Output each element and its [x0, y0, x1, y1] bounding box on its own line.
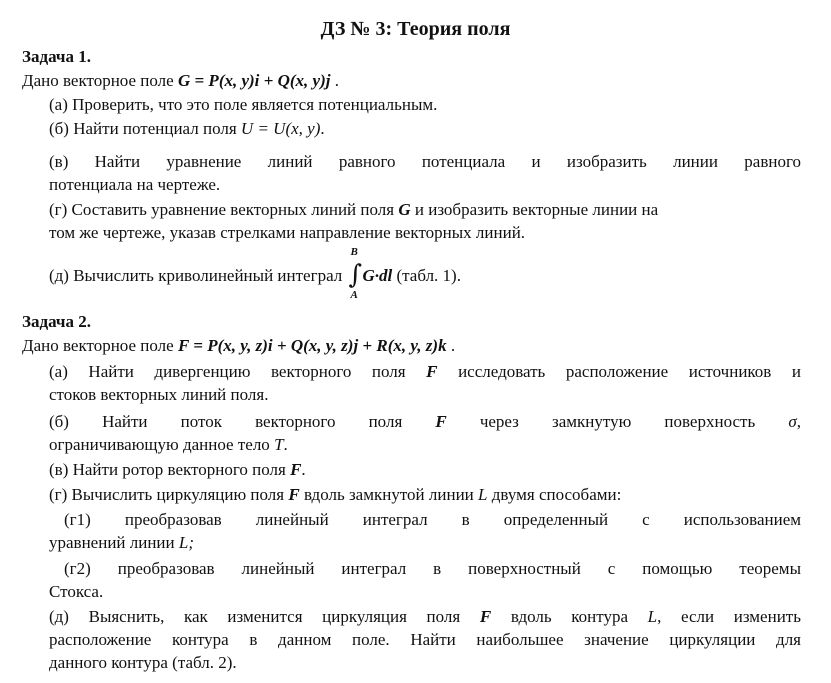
integral-symbol [347, 246, 363, 301]
task2-item-d1-line1: (г1) преобразовав линейный интеграл в определенный с использованием [64, 510, 801, 529]
task2-intro-text: Дано векторное поле [22, 336, 178, 355]
task1-item-b-text: (б) Найти потенциал поля [49, 119, 241, 138]
task2-item-e-text-mid: вдоль контура [491, 607, 648, 626]
task2-item-c [49, 458, 306, 481]
task2-item-b-text: (б) Найти поток векторного поля [49, 412, 436, 431]
task2-intro [22, 334, 455, 357]
task2-item-d-L: L [478, 485, 488, 504]
task2-item-e-F: F [479, 607, 492, 626]
task2-item-d1-L: L; [178, 533, 195, 552]
task2-item-d2-line2: Стокса. [49, 582, 104, 601]
task1-item-d-text: (г) Составить уравнение векторных линий поля [49, 200, 399, 219]
task1-intro-text: Дано векторное поле [22, 71, 178, 90]
task2-item-e-line2: расположение контура в данном поле. Найти наибольшее значение циркуляции для [49, 630, 801, 649]
task1-potential-formula: U = U(x, y) [240, 119, 321, 138]
task2-item-c-text: (в) Найти ротор векторного поля [49, 460, 291, 479]
task1-intro [22, 69, 339, 92]
task1-intro-end: . [330, 71, 339, 90]
integral-lower-limit: A [350, 289, 358, 301]
task2-item-d-text: (г) Вычислить циркуляцию поля [49, 485, 289, 504]
task2-item-b-line1 [49, 410, 801, 433]
task2-intro-end: . [446, 336, 456, 355]
task2-item-b-F: F [435, 412, 447, 431]
task2-item-d-text-end: двумя способами: [487, 485, 622, 504]
task2-field-formula: F = P(x, y, z)i + Q(x, y, z)j + R(x, y, z)k [177, 336, 447, 355]
task2-item-b-T: T [274, 435, 284, 454]
task2-item-d [49, 483, 621, 506]
task2-item-e-text: (д) Выяснить, как изменится циркуляция поля [49, 607, 480, 626]
task1-item-e-text: (д) Вычислить криволинейный интеграл [49, 266, 347, 285]
task1-field-formula: G = P(x, y)i + Q(x, y)j [177, 71, 331, 90]
task2-item-d2-line1: (г2) преобразовав линейный интеграл в поверхностный с помощью теоремы [64, 559, 801, 578]
task2-item-d-F: F [288, 485, 300, 504]
task2-item-b-comma: , [796, 412, 801, 431]
task2-item-e-text-end: , если изменить [657, 607, 801, 626]
task2-item-d1-line2 [49, 531, 194, 554]
task2-item-e-line1 [49, 605, 801, 628]
task1-item-b-end: . [320, 119, 325, 138]
integral-sign: ∫ [348, 260, 363, 290]
task2-item-b-line2-text: ограничивающую данное тело [49, 435, 275, 454]
task1-item-e [49, 246, 461, 301]
task2-item-b-line2 [49, 433, 288, 456]
task1-item-c-line2: потенциала на чертеже. [49, 175, 221, 194]
task2-heading: Задача 2. [22, 312, 91, 331]
task2-item-a-text: (а) Найти дивергенцию векторного поля [49, 362, 427, 381]
task1-item-c-line1: (в) Найти уравнение линий равного потенциала и изобразить линии равного [49, 152, 801, 171]
task2-item-a-line2: стоков векторных линий поля. [49, 385, 269, 404]
task1-item-d-line2: том же чертеже, указав стрелками направление векторных линий. [49, 223, 526, 242]
page-title: ДЗ № 3: Теория поля [320, 18, 511, 40]
task2-item-b-line2-end: . [283, 435, 288, 454]
task1-item-d-line1 [49, 198, 658, 221]
integral-integrand: G·dl [362, 266, 393, 285]
task2-item-d-text-mid: вдоль замкнутой линии [299, 485, 479, 504]
integral-upper-limit: B [350, 246, 358, 258]
task2-item-e-L: L [647, 607, 658, 626]
task1-item-d-G: G [398, 200, 411, 219]
task1-item-d-text-end: и изобразить векторные линии на [410, 200, 659, 219]
task2-item-a-line1 [49, 360, 801, 383]
task2-item-b-sigma: σ [788, 412, 797, 431]
task2-item-a-text-end: исследовать расположение источников и [437, 362, 801, 381]
task1-item-e-end: (табл. 1). [392, 266, 461, 285]
task2-item-c-end: . [301, 460, 306, 479]
task1-heading: Задача 1. [22, 47, 91, 66]
task1-item-a: (а) Проверить, что это поле является потенциальным. [49, 95, 438, 114]
task2-item-c-F: F [290, 460, 302, 479]
task2-item-a-F: F [426, 362, 438, 381]
task2-item-d1-text: уравнений линии [49, 533, 179, 552]
task2-item-e-line3: данного контура (табл. 2). [49, 653, 237, 672]
task1-item-b [49, 117, 325, 140]
task2-item-b-text-mid: через замкнутую поверхность [446, 412, 789, 431]
